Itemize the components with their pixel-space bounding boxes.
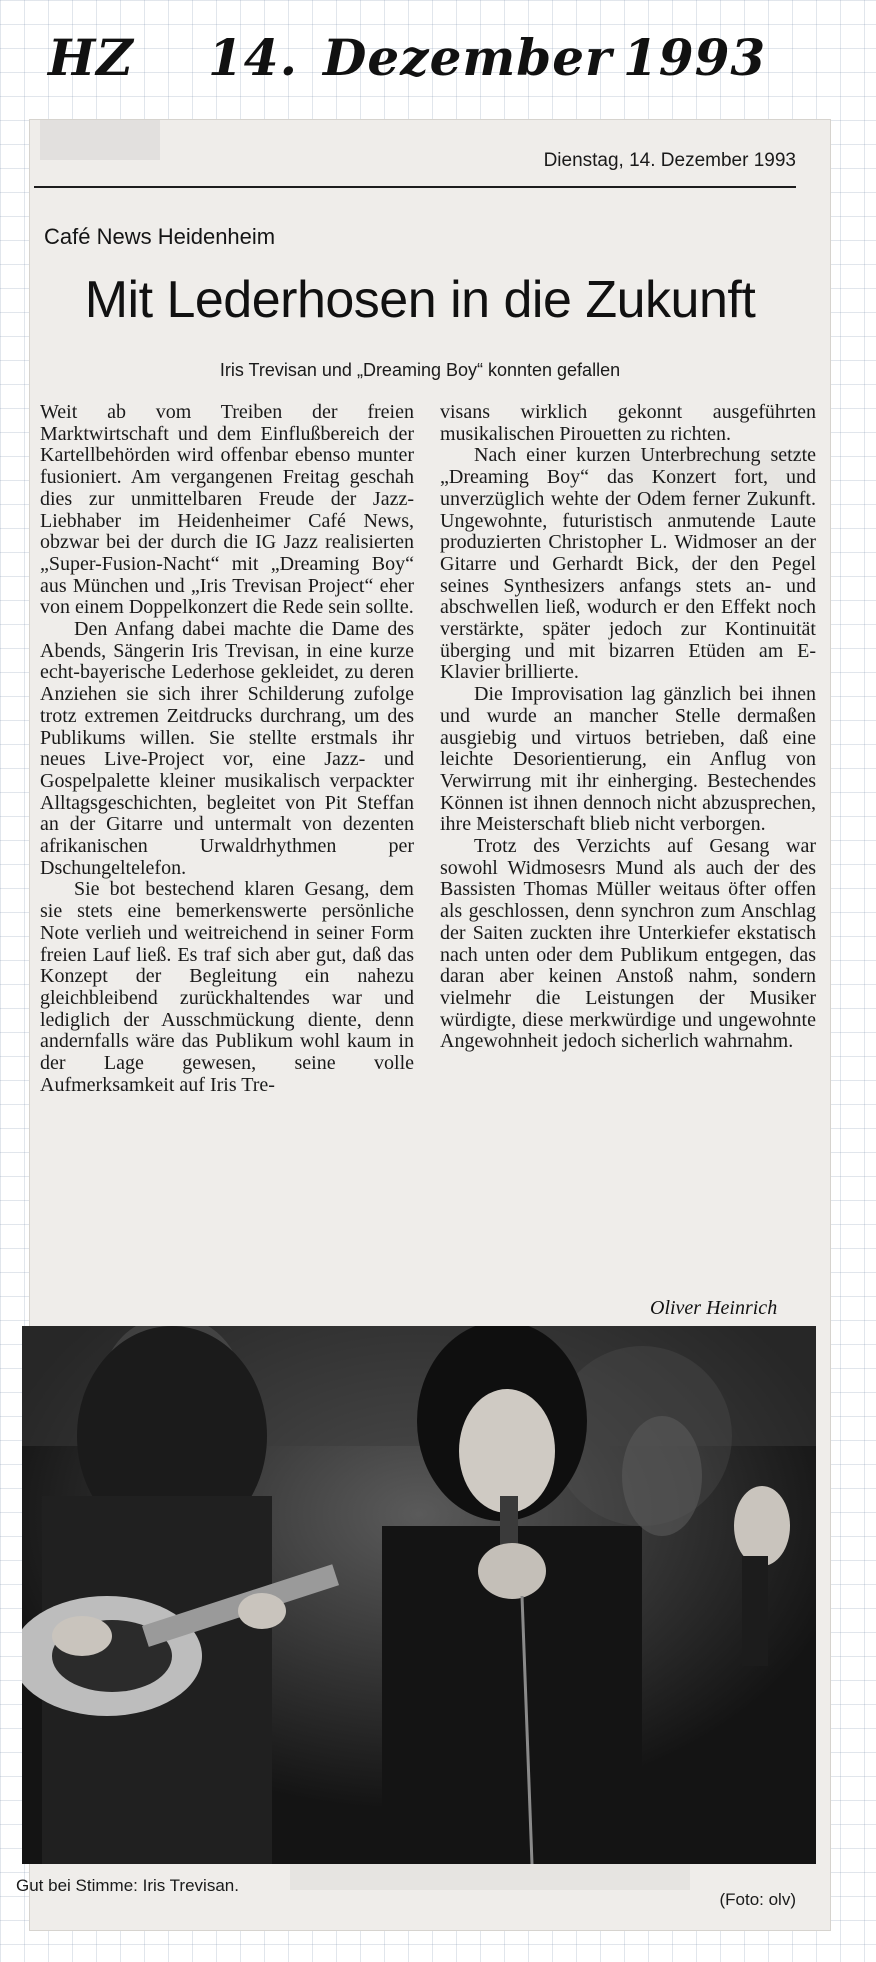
article-column-2 xyxy=(440,402,816,1053)
paragraph: Sie bot bestechend klaren Gesang, dem sie stets eine bemerkenswerte persönliche Note verlieh und weitreichend in seiner Form freien Lauf ließ. Es traf sich aber gut, daß das Konzept der Begleitung ein nahezu gleichbleibend zurückhaltendes war und lediglich der Ausschmückung diente, denn andernfalls wäre das Publikum wohl kaum in der Lage gewesen, seine volle Aufmerksamkeit auf Iris Tre- xyxy=(40,878,414,1096)
show-through-shading xyxy=(40,120,160,160)
handwritten-source: HZ xyxy=(48,28,134,87)
subheadline: Iris Trevisan und „Dreaming Boy“ konnten gefallen xyxy=(219,360,621,380)
concert-photo xyxy=(22,1326,816,1864)
headline: Mit Lederhosen in die Zukunft xyxy=(84,271,756,329)
photo-caption: Gut bei Stimme: Iris Trevisan. xyxy=(16,1876,239,1895)
newspaper-clipping xyxy=(16,120,830,1930)
paragraph: Den Anfang dabei machte die Dame des Abends, Sängerin Iris Trevisan, in eine kurze echt-bayerische Lederhose gekleidet, zu deren Anziehen sie sich ihrer Schilderung zufolge trotz extremen Zeitdrucks durchrang, um des Publikums willen. Sie stellte erstmals ihr neues Live-Project vor, eine Jazz- und Gospelpalette kleiner musikalisch verpackter Alltagsgeschichten, begleitet von Pit Steffan an der Gitarre und untermalt von dezenten afrikanischen Urwaldrhythmen per Dschungeltelefon. xyxy=(40,618,414,879)
photo-credit: (Foto: olv) xyxy=(719,1890,796,1909)
handwritten-month: Dezember xyxy=(323,28,613,87)
paragraph: Nach einer kurzen Unterbrechung setzte „Dreaming Boy“ das Konzert fort, und unverzüglich wehte der Odem ferner Zukunft. Ungewohnte, futuristisch anmutende Laute produzierten Christopher L. Widmoser an der Gitarre und Gerhardt Bick, der den Pegel seines Synthesizers anfangs stets an- und abschwellen ließ, wodurch er den Effekt noch verstärkte, später jedoch zur Kontinuität überging und mit bizarren Etüden am E-Klavier brillierte. xyxy=(440,444,816,684)
section-kicker: Café News Heidenheim xyxy=(44,224,276,249)
handwritten-year: 1993 xyxy=(623,28,767,87)
header-rule xyxy=(34,186,796,188)
author-byline: Oliver Heinrich xyxy=(650,1297,778,1319)
handwritten-day: 14. xyxy=(208,28,298,87)
paragraph: Weit ab vom Treiben der freien Marktwirtschaft und dem Einflußbereich der Kartellbehörden wird offenbar ebenso munter fusioniert. Am vergangenen Freitag geschah dies zur unmittelbaren Freude der Jazz-Liebhaber im Heidenheimer Café News, obzwar bei der durch die IG Jazz realisierten „Super-Fusion-Nacht“ mit „Dreaming Boy“ aus München und „Iris Trevisan Project“ eher von einem Doppelkonzert die Rede sein sollte. xyxy=(40,401,414,619)
article-column-1 xyxy=(40,402,414,1097)
handwritten-date-note xyxy=(48,28,768,98)
paragraph: Die Improvisation lag gänzlich bei ihnen und wurde an mancher Stelle dermaßen ausgiebig und virtuos betrieben, daß eine leichte Desorientierung, ein Anflug von Verwirrung mit ihr einherging. Bestechendes Können ist ihnen dennoch nicht abzusprechen, ihre Meisterschaft blieb nicht verborgen. xyxy=(440,683,816,836)
paragraph: Trotz des Verzichts auf Gesang war sowohl Widmosesrs Mund als auch der des Bassisten Thomas Müller weitaus öfter offen als geschlossen, denn synchron zum Anschlag der Saiten zuckten ihre Unterkiefer ekstatisch nach unten oder dem Publikum entgegen, das daran aber keinen Anstoß nahm, sondern vielmehr die Leistungen der Musiker würdigte, diese merkwürdige und ungewohnte Angewohnheit jedoch sicherlich wahrnahm. xyxy=(440,835,816,1053)
concert-photo-image xyxy=(22,1326,816,1864)
dateline: Dienstag, 14. Dezember 1993 xyxy=(543,150,796,171)
paragraph: visans wirklich gekonnt ausgeführten musikalischen Pirouetten zu richten. xyxy=(440,401,816,445)
